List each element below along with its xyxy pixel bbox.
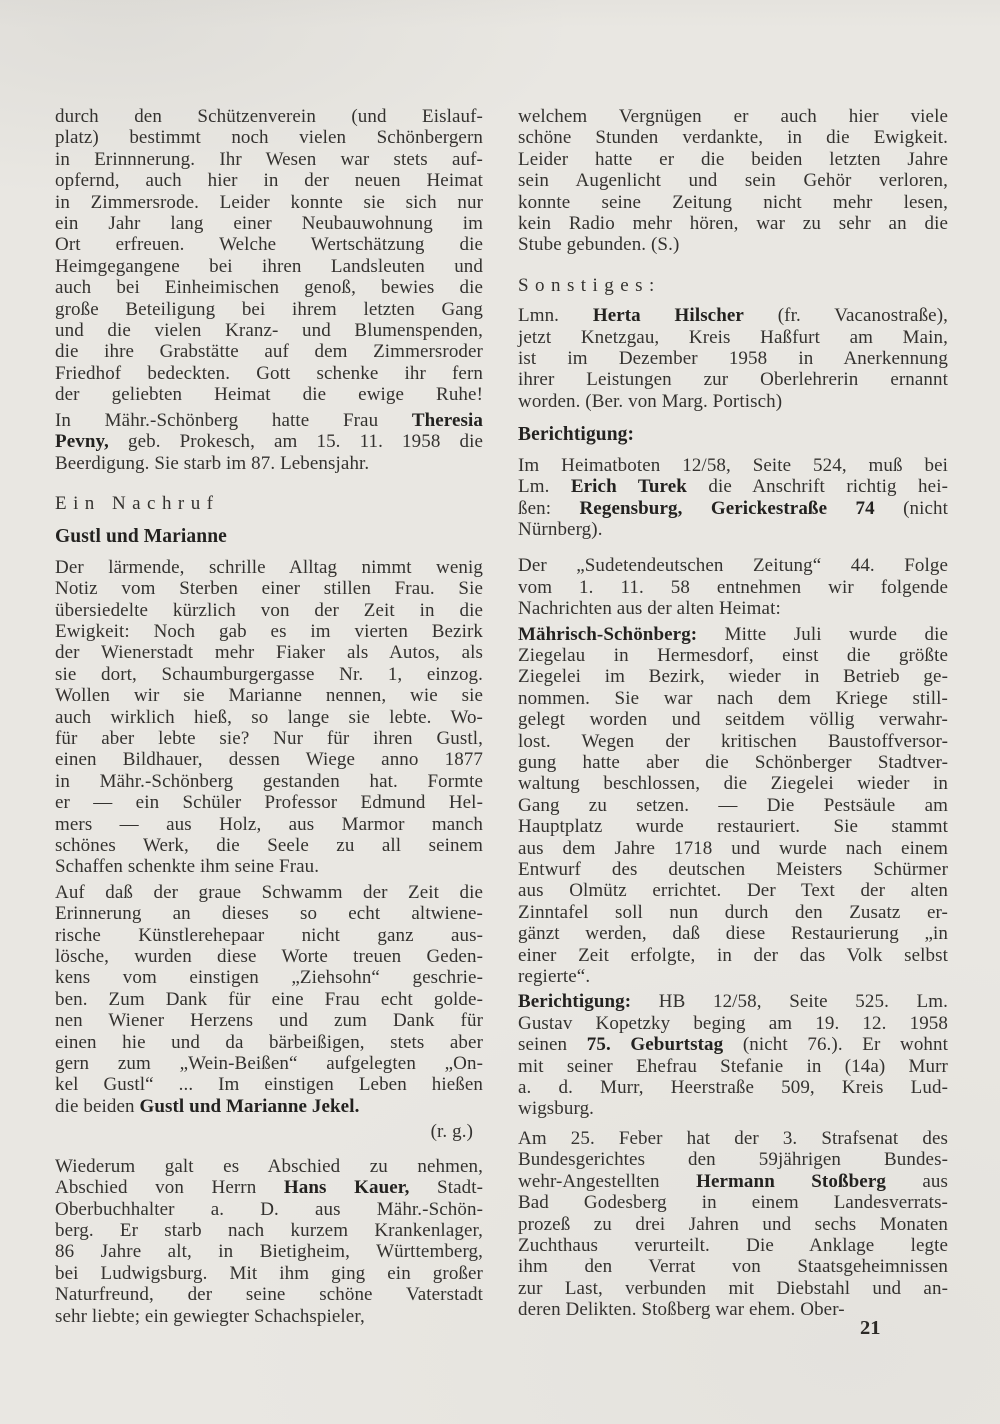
paragraph xyxy=(55,106,483,406)
text-line: Am 25. Feber hat der 3. Strafsenat des xyxy=(518,1127,948,1149)
text-line: Nachrichten aus der alten Heimat: xyxy=(518,598,781,620)
text-line: sehr liebte; ein gewiegter Schachspieler, xyxy=(55,1305,365,1327)
paragraph xyxy=(518,106,948,256)
text-line: 86 Jahre alt, in Bietigheim, Württemberg, xyxy=(55,1241,483,1263)
text-line: gung hatte aber die Schönberger Stadtver- xyxy=(518,751,948,773)
text-line: berg. Er starb nach kurzem Krankenlager, xyxy=(55,1219,483,1241)
text-line: einen Bildhauer, dessen Wiege anno 1877 xyxy=(55,749,483,771)
text-line: rische Künstlerehepaar nicht ganz aus- xyxy=(55,924,483,946)
text-line: Ewigkeit: Noch gab es im vierten Bezirk xyxy=(55,620,483,642)
text-line: regierte“. xyxy=(518,966,591,988)
text-line: gelegt worden und seitdem völlig verwahr- xyxy=(518,709,948,731)
text-line: für aber lebte sie? Nur für ihren Gustl, xyxy=(55,727,483,749)
text-line: Beerdigung. Sie starb im 87. Lebensjahr. xyxy=(55,452,370,474)
text-line: Ziegelei im Bezirk, wieder in Betrieb ge- xyxy=(518,666,948,688)
text-line: in Zimmersrode. Leider konnte sie sich nur xyxy=(55,191,483,213)
text-line: Bad Godesberg in einem Landesverrats- xyxy=(518,1192,948,1214)
text-line: nommen. Sie war nach dem Kriege still- xyxy=(518,687,948,709)
page-number: 21 xyxy=(860,1317,881,1339)
text-line: Stube gebunden. (S.) xyxy=(518,234,680,256)
paragraph xyxy=(518,305,948,412)
text-line: gern zum „Wein-Beißen“ aufgelegten „On- xyxy=(55,1053,483,1075)
text-line: einer Zeit erfolgte, in der das Volk selbst xyxy=(518,944,948,966)
paragraph xyxy=(55,1156,483,1327)
paragraph xyxy=(518,624,948,988)
paragraph xyxy=(518,1128,948,1321)
text-line: große Beteiligung bei ihrem letzten Gang xyxy=(55,298,483,320)
text-line: in Erinnnerung. Ihr Wesen war stets auf- xyxy=(55,148,483,170)
text-line: übersiedelte kürzlich von der Zeit in die xyxy=(55,599,483,621)
text-line: In Mähr.-Schönberg hatte Frau Theresia xyxy=(55,409,483,431)
text-line: seinen 75. Geburtstag (nicht 76.). Er wohnt xyxy=(518,1034,949,1056)
paragraph xyxy=(518,455,948,541)
text-line: Gustav Kopetzky beging am 19. 12. 1958 xyxy=(518,1012,948,1034)
text-line: kel Gustl“ ... Im einstigen Leben hießen xyxy=(55,1074,483,1096)
right-text-column xyxy=(518,106,948,1325)
text-line: Bundesgerichtes den 59jährigen Bundes- xyxy=(518,1149,948,1171)
paragraph xyxy=(55,882,483,1117)
text-line: a. d. Murr, Heerstraße 509, Kreis Lud- xyxy=(518,1077,948,1099)
text-line: Entwurf des deutschen Meisters Schürmer xyxy=(518,859,948,880)
text-line: lösche, wurden diese Worte treuen Geden- xyxy=(55,946,483,968)
text-line: Friedhof bedeckten. Gott schenke ihr fern xyxy=(55,362,483,384)
text-line: kein Radio mehr hören, war zu sehr an die xyxy=(518,213,948,235)
text-line: Notiz vom Sterben einer stillen Frau. Sie xyxy=(55,578,483,600)
text-line: und die vielen Kranz- und Blumenspenden, xyxy=(55,320,483,342)
text-line: auch wirklich hieß, so lange sie lebte. Wo- xyxy=(55,706,483,728)
text-line: opfernd, auch hier in der neuen Heimat xyxy=(55,170,483,192)
text-line: der geliebten Heimat die ewige Ruhe! xyxy=(55,384,483,406)
text-line: Ort erfreuen. Welche Wertschätzung die xyxy=(55,234,483,256)
text-line: zur Last, verbunden mit Diebstahl und an- xyxy=(518,1277,948,1299)
text-line: jetzt Knetzgau, Kreis Haßfurt am Main, xyxy=(518,326,948,348)
text-line: Nürnberg). xyxy=(518,518,603,540)
text-line: schönes Werk, die Seele zu all seinem xyxy=(55,835,483,856)
text-line: prozeß zu drei Jahren und sechs Monaten xyxy=(518,1213,948,1235)
text-line: auch bei Einheimischen genoß, bewies die xyxy=(55,277,483,299)
paragraph xyxy=(55,557,483,878)
text-line: Leider hatte er die beiden letzten Jahre xyxy=(518,148,948,170)
text-line: Heimgegangene bei ihren Landsleuten und xyxy=(55,255,483,277)
text-line: sie dort, Schaumburgergasse Nr. 1, einzog. xyxy=(55,663,483,685)
section-heading: Berichtigung: xyxy=(518,424,635,446)
text-line: Lm. Erich Turek die Anschrift richtig hei- xyxy=(518,476,948,498)
text-line: ihm den Verrat von Staatsgeheimnissen xyxy=(518,1256,948,1278)
text-line: nen Wiener Herzens und zum Dank für xyxy=(55,1010,483,1032)
text-line: durch den Schützenverein (und Eislauf- xyxy=(55,106,483,127)
text-line: aus dem Jahre 1718 und wurde nach einem xyxy=(518,837,948,859)
text-line: Naturfreund, der seine schöne Vaterstadt xyxy=(55,1284,483,1306)
paragraph xyxy=(55,410,483,474)
paragraph xyxy=(518,555,948,619)
text-line: wehr-Angestellten Hermann Stoßberg aus xyxy=(518,1170,948,1192)
text-line: Oberbuchhalter a. D. aus Mähr.-Schön- xyxy=(55,1198,483,1220)
section-heading: Sonstiges: xyxy=(518,274,661,296)
text-line: Der „Sudetendeutschen Zeitung“ 44. Folge xyxy=(518,555,948,577)
text-line: Mährisch-Schönberg: Mitte Juli wurde die xyxy=(518,623,948,645)
text-line: deren Delikten. Stoßberg war ehem. Ober- xyxy=(518,1299,845,1321)
text-line: der Wienerstadt mehr Fiaker als Autos, als xyxy=(55,642,483,664)
text-line: kens vom einstigen „Ziehsohn“ geschrie- xyxy=(55,967,483,989)
text-line: konnte seine Zeitung nicht mehr lesen, xyxy=(518,191,948,213)
text-line: Auf daß der graue Schwamm der Zeit die xyxy=(55,881,483,903)
text-line: mit seiner Ehefrau Stefanie in (14a) Murr xyxy=(518,1055,948,1077)
text-line: worden. (Ber. von Marg. Portisch) xyxy=(518,390,783,412)
text-line: Pevny, geb. Prokesch, am 15. 11. 1958 die xyxy=(55,431,483,453)
text-line: Zinntafel soll nun durch den Zusatz er- xyxy=(518,901,948,923)
text-line: er — ein Schüler Professor Edmund Hel- xyxy=(55,792,483,814)
text-line: bei Ludwigsburg. Mit ihm ging ein großer xyxy=(55,1262,483,1284)
text-line: ßen: Regensburg, Gerickestraße 74 (nicht xyxy=(518,497,948,519)
text-line: mers — aus Holz, aus Marmor manch xyxy=(55,813,483,835)
text-line: Zuchthaus verurteilt. Die Anklage legte xyxy=(518,1234,948,1256)
text-line: vom 1. 11. 58 entnehmen wir folgende xyxy=(518,576,948,598)
text-line: Wiederum galt es Abschied zu nehmen, xyxy=(55,1155,483,1177)
text-line: Im Heimatboten 12/58, Seite 524, muß bei xyxy=(518,454,948,476)
text-line: platz) bestimmt noch vielen Schönbergern xyxy=(55,127,483,149)
text-line: ben. Zum Dank für eine Frau echt golde- xyxy=(55,988,483,1010)
text-line: ein Jahr lang einer Neubauwohnung im xyxy=(55,213,483,235)
text-line: Berichtigung: HB 12/58, Seite 525. Lm. xyxy=(518,991,948,1013)
text-line: die ihre Grabstätte auf dem Zimmersroder xyxy=(55,341,483,363)
text-line: waltung beschlossen, die Ziegelei wieder in xyxy=(518,773,948,795)
text-line: Ziegelau in Hermesdorf, einst die größte xyxy=(518,644,948,666)
text-line: die beiden Gustl und Marianne Jekel. xyxy=(55,1095,360,1117)
section-heading: Ein Nachruf xyxy=(55,492,220,514)
text-line: schöne Stunden verdankte, in die Ewigkeit. xyxy=(518,127,948,149)
left-text-column xyxy=(55,106,483,1331)
text-line: in Mähr.-Schönberg gestanden hat. Formte xyxy=(55,770,483,792)
text-line: welchem Vergnügen er auch hier viele xyxy=(518,106,948,127)
signature: (r. g.) xyxy=(430,1121,473,1143)
paragraph xyxy=(518,991,948,1119)
text-line: gänzt werden, daß diese Restaurierung „in xyxy=(518,923,948,945)
text-line: Wollen wir sie Marianne nennen, wie sie xyxy=(55,685,483,707)
text-line: ihrer Leistungen zur Oberlehrerin ernannt xyxy=(518,369,948,391)
text-line: Gang zu setzen. — Die Pestsäule am xyxy=(518,794,948,816)
text-line: sein Augenlicht und sein Gehör verloren, xyxy=(518,170,948,192)
text-line: wigsburg. xyxy=(518,1098,595,1120)
text-line: Erinnerung an dieses so echt altwiene- xyxy=(55,903,483,925)
section-heading: Gustl und Marianne xyxy=(55,526,227,548)
text-line: Schaffen schenkte ihm seine Frau. xyxy=(55,856,320,878)
text-line: Lmn. Herta Hilscher (fr. Vacanostraße), xyxy=(518,305,948,327)
text-line: Hauptplatz wurde restauriert. Sie stammt xyxy=(518,816,948,838)
text-line: einen hie und da bärbeißigen, stets aber xyxy=(55,1031,483,1053)
text-line: ist im Dezember 1958 in Anerkennung xyxy=(518,348,948,370)
text-line: Abschied von Herrn Hans Kauer, Stadt- xyxy=(55,1177,484,1199)
text-line: Der lärmende, schrille Alltag nimmt wenig xyxy=(55,556,483,578)
text-line: lost. Wegen der kritischen Baustoffversor- xyxy=(518,730,948,752)
text-line: aus Olmütz errichtet. Der Text der alten xyxy=(518,880,948,902)
